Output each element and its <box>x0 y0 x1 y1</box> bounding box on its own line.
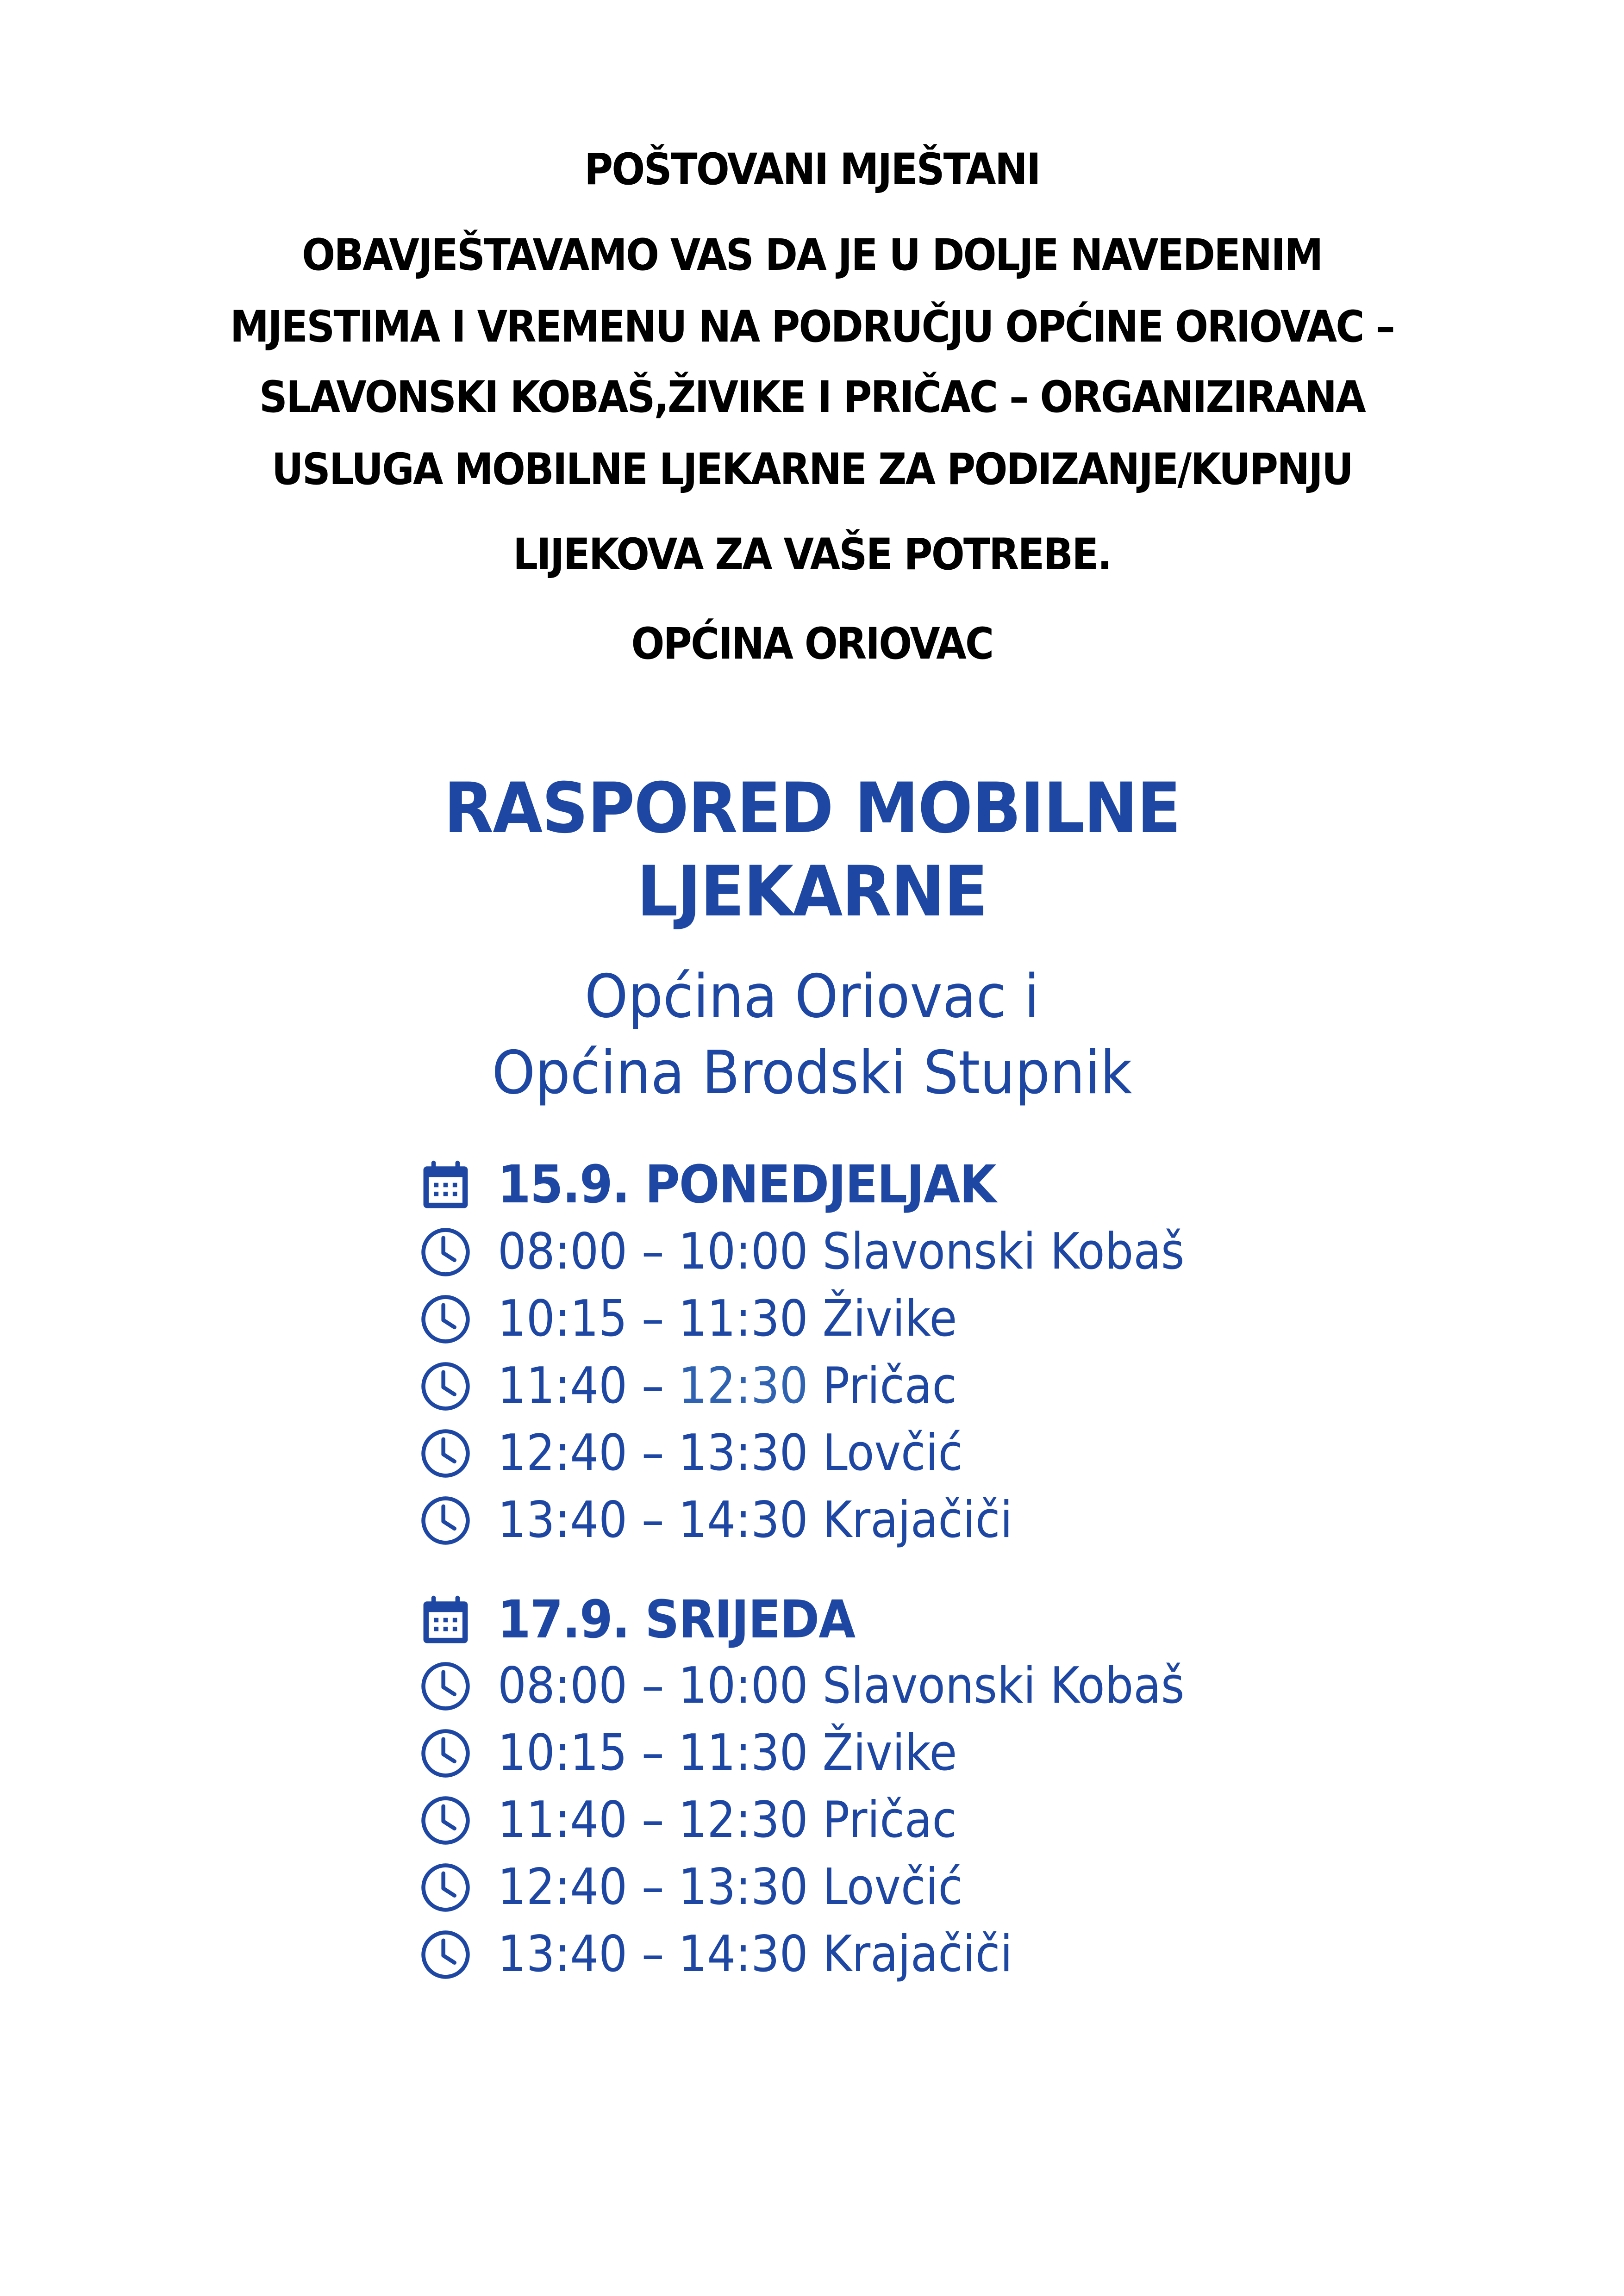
start-time: 08:00 <box>498 1223 628 1281</box>
notice-line: MJESTIMA I VREMENU NA PODRUČJU OPĆINE ORIOVAC – <box>230 302 1394 352</box>
place-name: Lovčić <box>822 1858 963 1916</box>
place-name: Pričac <box>822 1791 957 1849</box>
place-name: Živike <box>822 1290 957 1348</box>
start-time: 12:40 <box>498 1858 628 1916</box>
time-separator: – <box>627 1491 679 1549</box>
day-heading <box>419 1155 1039 1215</box>
end-time: 10:00 <box>678 1657 808 1715</box>
clock-icon <box>419 1494 472 1547</box>
schedule-row <box>419 1490 1070 1550</box>
end-time: 14:30 <box>678 1925 808 1983</box>
place-name: Slavonski Kobaš <box>822 1223 1185 1281</box>
schedule-row <box>419 1222 1261 1282</box>
clock-icon <box>419 1861 472 1914</box>
start-time: 10:15 <box>498 1724 628 1782</box>
schedule-row <box>419 1924 1070 1985</box>
end-time: 13:30 <box>678 1858 808 1916</box>
end-time: 13:30 <box>678 1424 808 1482</box>
clock-icon <box>419 1293 472 1346</box>
notice-line: OBAVJEŠTAVAMO VAS DA JE U DOLJE NAVEDENIM <box>302 230 1322 280</box>
clock-icon <box>419 1727 472 1780</box>
time-separator: – <box>627 1290 679 1348</box>
start-time: 12:40 <box>498 1424 628 1482</box>
time-separator: – <box>627 1925 679 1983</box>
place-name: Slavonski Kobaš <box>822 1657 1185 1715</box>
schedule-row <box>419 1656 1261 1716</box>
clock-icon <box>419 1794 472 1847</box>
schedule-row <box>419 1356 1008 1416</box>
day-heading <box>419 1590 886 1650</box>
time-separator: – <box>627 1791 679 1849</box>
end-time: 11:30 <box>678 1724 808 1782</box>
notice-line: LIJEKOVA ZA VAŠE POTREBE. <box>513 529 1111 580</box>
clock-icon <box>419 1660 472 1713</box>
clock-icon <box>419 1360 472 1413</box>
end-time: 11:30 <box>678 1290 808 1348</box>
time-separator: – <box>627 1223 679 1281</box>
schedule-subtitle: Općina Oriovac i <box>584 962 1040 1031</box>
schedule-row <box>419 1857 1015 1917</box>
start-time: 13:40 <box>498 1491 628 1549</box>
place-name: Krajačiči <box>822 1491 1013 1549</box>
notice-line: SLAVONSKI KOBAŠ,ŽIVIKE I PRIČAC – ORGANIZIRANA <box>259 372 1365 423</box>
day-label: 17.9. SRIJEDA <box>498 1590 855 1650</box>
end-time: 12:30 <box>678 1791 808 1849</box>
start-time: 13:40 <box>498 1925 628 1983</box>
place-name: Živike <box>822 1724 957 1782</box>
notice-line: USLUGA MOBILNE LJEKARNE ZA PODIZANJE/KUPNJU <box>271 444 1353 495</box>
end-time: 12:30 <box>678 1357 808 1415</box>
schedule-row <box>419 1423 1015 1483</box>
start-time: 10:15 <box>498 1290 628 1348</box>
start-time: 11:40 <box>498 1791 628 1849</box>
place-name: Lovčić <box>822 1424 963 1482</box>
calendar-icon <box>419 1593 472 1647</box>
notice-signature: OPĆINA ORIOVAC <box>631 619 993 669</box>
schedule-row <box>419 1723 1008 1783</box>
day-label: 15.9. PONEDJELJAK <box>498 1155 996 1215</box>
start-time: 11:40 <box>498 1357 628 1415</box>
schedule-row <box>419 1289 1008 1349</box>
end-time: 14:30 <box>678 1491 808 1549</box>
clock-icon <box>419 1226 472 1279</box>
time-separator: – <box>627 1424 679 1482</box>
clock-icon <box>419 1427 472 1480</box>
time-separator: – <box>627 1357 679 1415</box>
notice-greeting: POŠTOVANI MJEŠTANI <box>584 144 1040 195</box>
start-time: 08:00 <box>498 1657 628 1715</box>
schedule-title: LJEKARNE <box>637 852 987 932</box>
schedule-subtitle: Općina Brodski Stupnik <box>492 1039 1132 1108</box>
time-separator: – <box>627 1724 679 1782</box>
place-name: Pričac <box>822 1357 957 1415</box>
place-name: Krajačiči <box>822 1925 1013 1983</box>
schedule-title: RASPORED MOBILNE <box>443 768 1181 849</box>
clock-icon <box>419 1928 472 1981</box>
calendar-icon <box>419 1158 472 1212</box>
time-separator: – <box>627 1858 679 1916</box>
schedule-row <box>419 1790 1008 1850</box>
end-time: 10:00 <box>678 1223 808 1281</box>
time-separator: – <box>627 1657 679 1715</box>
